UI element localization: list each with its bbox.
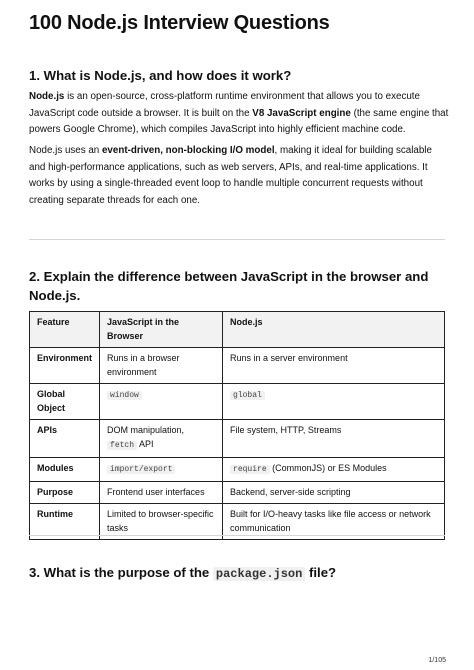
apis-browser-pre: DOM manipulation, bbox=[107, 425, 185, 435]
table-cell-feature: Purpose bbox=[30, 482, 100, 504]
page-number: 1/105 bbox=[428, 657, 446, 664]
table-cell-browser: Limited to browser-specific tasks bbox=[100, 504, 223, 540]
table-row bbox=[30, 348, 445, 384]
comparison-table bbox=[29, 311, 445, 540]
table-cell-feature: APIs bbox=[30, 420, 100, 458]
table-cell-feature: Modules bbox=[30, 458, 100, 482]
table-cell-browser: Frontend user interfaces bbox=[100, 482, 223, 504]
question-1-paragraph-2 bbox=[29, 143, 449, 209]
table-cell-node bbox=[223, 458, 445, 482]
package-json-code: package.json bbox=[213, 567, 305, 581]
table-cell-node: Built for I/O-heavy tasks like file access or network communication bbox=[223, 504, 445, 540]
table-cell-node: Backend, server-side scripting bbox=[223, 482, 445, 504]
apis-browser-post: API bbox=[137, 439, 154, 449]
section-divider bbox=[29, 239, 445, 240]
table-cell-node: Runs in a server environment bbox=[223, 348, 445, 384]
question-1-paragraph-1 bbox=[29, 89, 449, 139]
table-cell-browser bbox=[100, 384, 223, 420]
window-code: window bbox=[107, 391, 142, 400]
fetch-code: fetch bbox=[107, 441, 137, 450]
table-header-node: Node.js bbox=[223, 312, 445, 348]
table-cell-node: File system, HTTP, Streams bbox=[223, 420, 445, 458]
table-cell-browser: Runs in a browser environment bbox=[100, 348, 223, 384]
document-title: 100 Node.js Interview Questions bbox=[29, 12, 330, 34]
table-cell-feature: Environment bbox=[30, 348, 100, 384]
question-1-heading: 1. What is Node.js, and how does it work? bbox=[29, 68, 292, 83]
table-row bbox=[30, 420, 445, 458]
question-2-heading: 2. Explain the difference between JavaScript in the browser and Node.js. bbox=[29, 269, 429, 303]
table-header-feature: Feature bbox=[30, 312, 100, 348]
table-cell-feature: Global Object bbox=[30, 384, 100, 420]
table-cell-browser bbox=[100, 458, 223, 482]
table-row bbox=[30, 458, 445, 482]
table-header-row bbox=[30, 312, 445, 348]
v8-engine-text: V8 JavaScript engine bbox=[252, 107, 351, 119]
table-cell-feature: Runtime bbox=[30, 504, 100, 540]
q3-heading-pre: 3. What is the purpose of the bbox=[29, 565, 213, 580]
table-row bbox=[30, 482, 445, 504]
section-divider bbox=[29, 535, 445, 536]
table-cell-node bbox=[223, 384, 445, 420]
event-driven-text: event-driven, non-blocking I/O model bbox=[101, 145, 275, 156]
global-code: global bbox=[230, 391, 265, 400]
import-export-code: import/export bbox=[107, 465, 175, 474]
p2-text-2: , making it ideal for building scalable and high-performance applications, such as web servers, APIs, and real-time applications. It works by using a single-threaded event loop to handle multiple concurrent requests without creating separate threads for each one. bbox=[29, 145, 432, 206]
p2-text-1: Node.js uses an bbox=[29, 145, 102, 156]
require-code: require bbox=[230, 465, 270, 474]
q3-heading-post: file? bbox=[305, 565, 337, 580]
question-3-heading bbox=[29, 563, 336, 584]
table-row bbox=[30, 384, 445, 420]
modules-node-post: (CommonJS) or ES Modules bbox=[269, 463, 387, 473]
nodejs-lead: Node.js bbox=[29, 91, 65, 102]
table-cell-browser bbox=[100, 420, 223, 458]
table-header-browser: JavaScript in the Browser bbox=[100, 312, 223, 348]
p1-text-2: (the same engine that powers Google Chrome), which compiles JavaScript into highly efficient machine code. bbox=[29, 107, 449, 135]
p1-text-1: is an open-source, cross-platform runtime environment that allows you to execute JavaScript code outside a browser. It is built on the bbox=[29, 91, 420, 119]
